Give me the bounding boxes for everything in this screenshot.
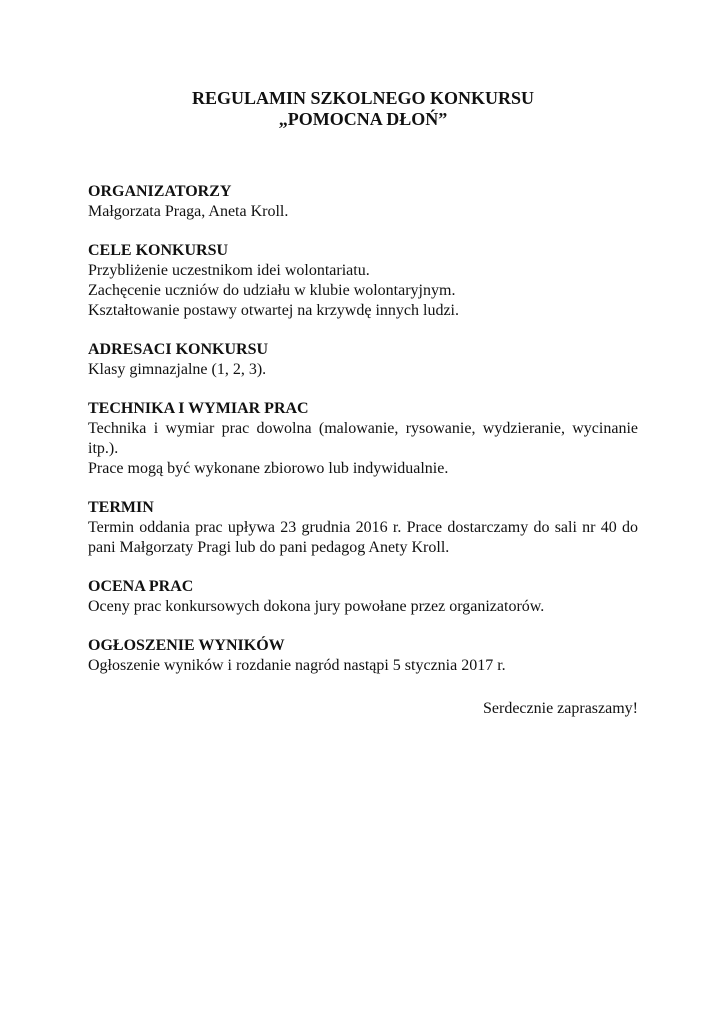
section-ogloszenie-wynikow xyxy=(88,636,638,676)
section-heading: ADRESACI KONKURSU xyxy=(88,341,269,358)
section-heading: OGŁOSZENIE WYNIKÓW xyxy=(88,637,285,654)
section-heading: OCENA PRAC xyxy=(88,578,194,595)
section-heading: ORGANIZATORZY xyxy=(88,183,232,200)
closing-invitation: Serdecznie zapraszamy! xyxy=(482,700,638,717)
section-technika-i-wymiar-prac xyxy=(88,399,638,479)
section-line: Małgorzata Praga, Aneta Kroll. xyxy=(88,203,289,220)
section-termin xyxy=(88,498,638,558)
section-cele-konkursu xyxy=(88,241,638,321)
section-line: Technika i wymiar prac dowolna (malowanie, rysowanie, wydzieranie, wycinanie itp.). xyxy=(88,420,638,457)
title-line-2: „POMOCNA DŁOŃ” xyxy=(278,109,448,129)
section-organizatorzy xyxy=(88,182,638,222)
section-line: Termin oddania prac upływa 23 grudnia 2016 r. Prace dostarczamy do sali nr 40 do pani Małgorzaty Pragi lub do pani pedagog Anety Kroll. xyxy=(88,519,638,556)
document-page xyxy=(88,88,638,735)
section-line: Kształtowanie postawy otwartej na krzywdę innych ludzi. xyxy=(88,302,459,319)
section-line: Zachęcenie uczniów do udziału w klubie wolontaryjnym. xyxy=(88,282,456,299)
section-line: Klasy gimnazjalne (1, 2, 3). xyxy=(88,361,267,378)
section-line: Ogłoszenie wyników i rozdanie nagród nastąpi 5 stycznia 2017 r. xyxy=(88,657,506,674)
section-adresaci-konkursu xyxy=(88,340,638,380)
section-line: Przybliżenie uczestnikom idei wolontariatu. xyxy=(88,262,370,279)
section-line: Prace mogą być wykonane zbiorowo lub indywidualnie. xyxy=(88,460,449,477)
section-heading: TERMIN xyxy=(88,499,154,516)
section-ocena-prac xyxy=(88,577,638,617)
section-heading: TECHNIKA I WYMIAR PRAC xyxy=(88,400,309,417)
title-line-1: REGULAMIN SZKOLNEGO KONKURSU xyxy=(191,88,535,108)
section-heading: CELE KONKURSU xyxy=(88,242,229,259)
document-title xyxy=(88,88,638,130)
section-line: Oceny prac konkursowych dokona jury powołane przez organizatorów. xyxy=(88,598,545,615)
